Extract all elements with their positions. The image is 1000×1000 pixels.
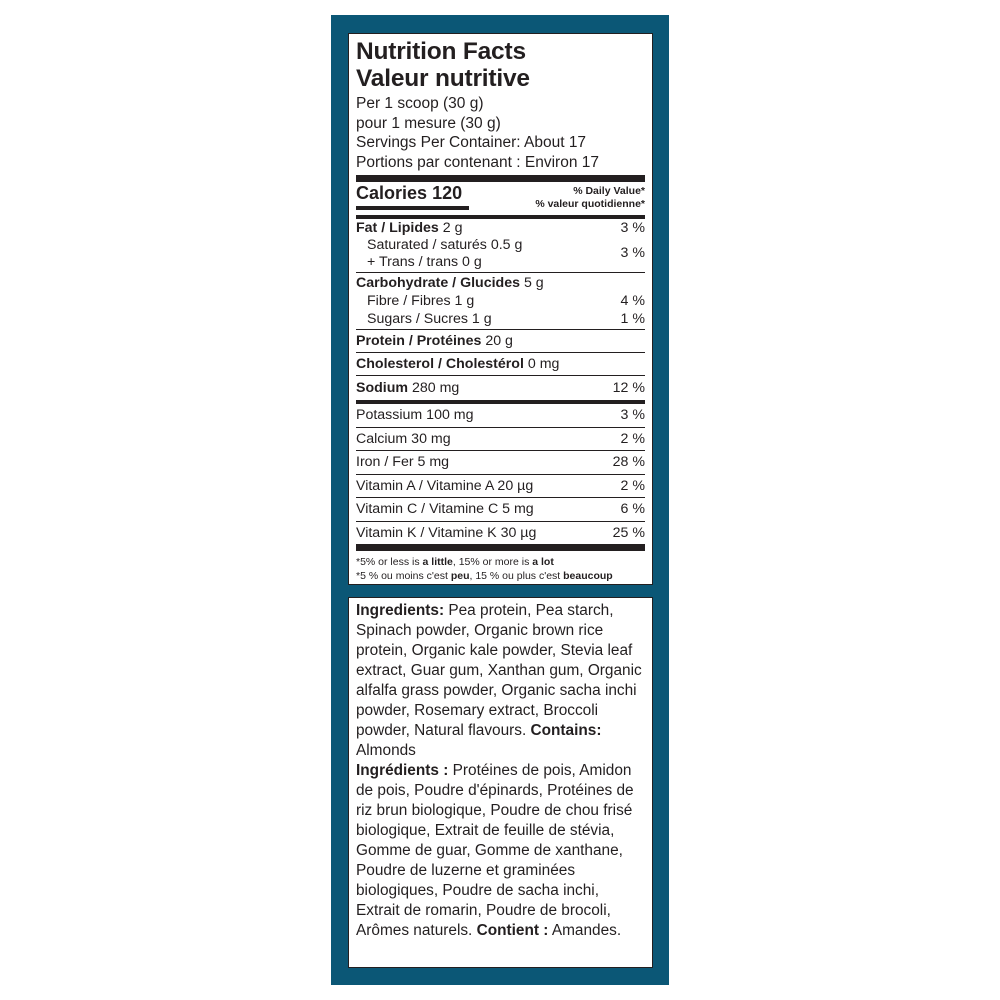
contains-fr-label: Contient :: [476, 922, 549, 939]
fat-group: [356, 219, 645, 272]
mineral-pct: 6 %: [620, 501, 645, 518]
saturated-row: Saturated / saturés 0.5 g: [367, 237, 523, 253]
mineral-pct: 28 %: [612, 454, 645, 471]
servings-fr: Portions par contenant : Environ 17: [356, 153, 599, 171]
serving-info: [356, 94, 645, 172]
cholesterol-row: Cholesterol / Cholestérol 0 mg: [356, 356, 560, 372]
calories-label: Calories: [356, 183, 428, 203]
mineral-pct: 25 %: [612, 524, 645, 541]
carb-row: Carbohydrate / Glucides 5 g: [356, 275, 544, 291]
serving-en: Per 1 scoop (30 g): [356, 95, 484, 112]
mineral-name: Vitamin K / Vitamine K 30 µg: [356, 524, 537, 541]
protein-row: Protein / Protéines 20 g: [356, 333, 513, 349]
mineral-row: [356, 498, 645, 521]
title-en: Nutrition Facts: [356, 38, 526, 65]
ingredients-box: [348, 597, 653, 968]
mineral-row: [356, 475, 645, 498]
calories-row: [356, 182, 645, 215]
minerals-list: [356, 404, 645, 544]
nutrition-facts-table: [348, 33, 653, 585]
ingredients-en-label: Ingredients:: [356, 602, 445, 619]
contains-fr-text: Amandes.: [548, 922, 622, 939]
serving-fr: pour 1 mesure (30 g): [356, 114, 501, 132]
mineral-name: Vitamin A / Vitamine A 20 µg: [356, 477, 534, 494]
contains-en-text: Almonds: [356, 742, 416, 759]
ingredients-fr-text: Protéines de pois, Amidon de pois, Poudre d'épinards, Protéines de riz brun biologique, Poudre de chou frisé biologique, Extrait de feuille de stévia, Gomme de guar, Gomme de xanthane, Poudre de luzerne et graminées biologiques, Poudre de sacha inchi, Extrait de romarin, Poudre de brocoli, Arômes naturels.: [356, 762, 634, 939]
footnote: [356, 555, 645, 583]
sodium-row: Sodium 280 mg 12 %: [356, 380, 645, 396]
divider-thick: [356, 175, 645, 182]
footnote-en: *5% or less is a little, 15% or more is a lot: [356, 556, 554, 568]
dv-en: % Daily Value*: [573, 185, 645, 197]
divider-thick: [356, 544, 645, 551]
calories-underline: [356, 206, 469, 210]
mineral-pct: 2 %: [620, 430, 645, 447]
ingredients-en: [356, 601, 645, 761]
footnote-fr: *5 % ou moins c'est peu, 15 % ou plus c'est beaucoup: [356, 570, 613, 582]
daily-value-header: [535, 185, 645, 211]
calories-value: 120: [432, 183, 463, 203]
mineral-row: [356, 428, 645, 451]
saturated-trans-pct: 3 %: [620, 245, 645, 261]
mineral-row: [356, 404, 645, 427]
servings-en: Servings Per Container: About 17: [356, 134, 587, 151]
dv-fr: % valeur quotidienne*: [535, 198, 645, 210]
mineral-name: Calcium 30 mg: [356, 430, 451, 447]
fat-pct: 3 %: [620, 220, 645, 236]
mineral-pct: 2 %: [620, 477, 645, 494]
ingredients-fr: [356, 761, 645, 941]
mineral-pct: 3 %: [620, 407, 645, 424]
ingredients-fr-label: Ingrédients :: [356, 762, 449, 779]
fibre-row: Fibre / Fibres 1 g 4 %: [367, 293, 645, 309]
ingredients-en-text: Pea protein, Pea starch, Spinach powder, Organic brown rice protein, Organic kale powder, Stevia leaf extract, Guar gum, Xanthan gum, Organic alfalfa grass powder, Organic sacha inchi powder, Rosemary extract, Broccoli powder, Natural flavours.: [356, 602, 642, 739]
contains-en-label: Contains:: [530, 722, 602, 739]
mineral-row: [356, 522, 645, 545]
trans-row: + Trans / trans 0 g: [367, 254, 482, 270]
fat-row: Fat / Lipides 2 g: [356, 220, 463, 236]
carb-group: [356, 273, 645, 329]
mineral-name: Iron / Fer 5 mg: [356, 454, 450, 471]
mineral-name: Potassium 100 mg: [356, 407, 474, 424]
mineral-name: Vitamin C / Vitamine C 5 mg: [356, 501, 534, 518]
mineral-row: [356, 451, 645, 474]
sugars-row: Sugars / Sucres 1 g 1 %: [367, 311, 645, 327]
title-fr: Valeur nutritive: [356, 65, 530, 92]
